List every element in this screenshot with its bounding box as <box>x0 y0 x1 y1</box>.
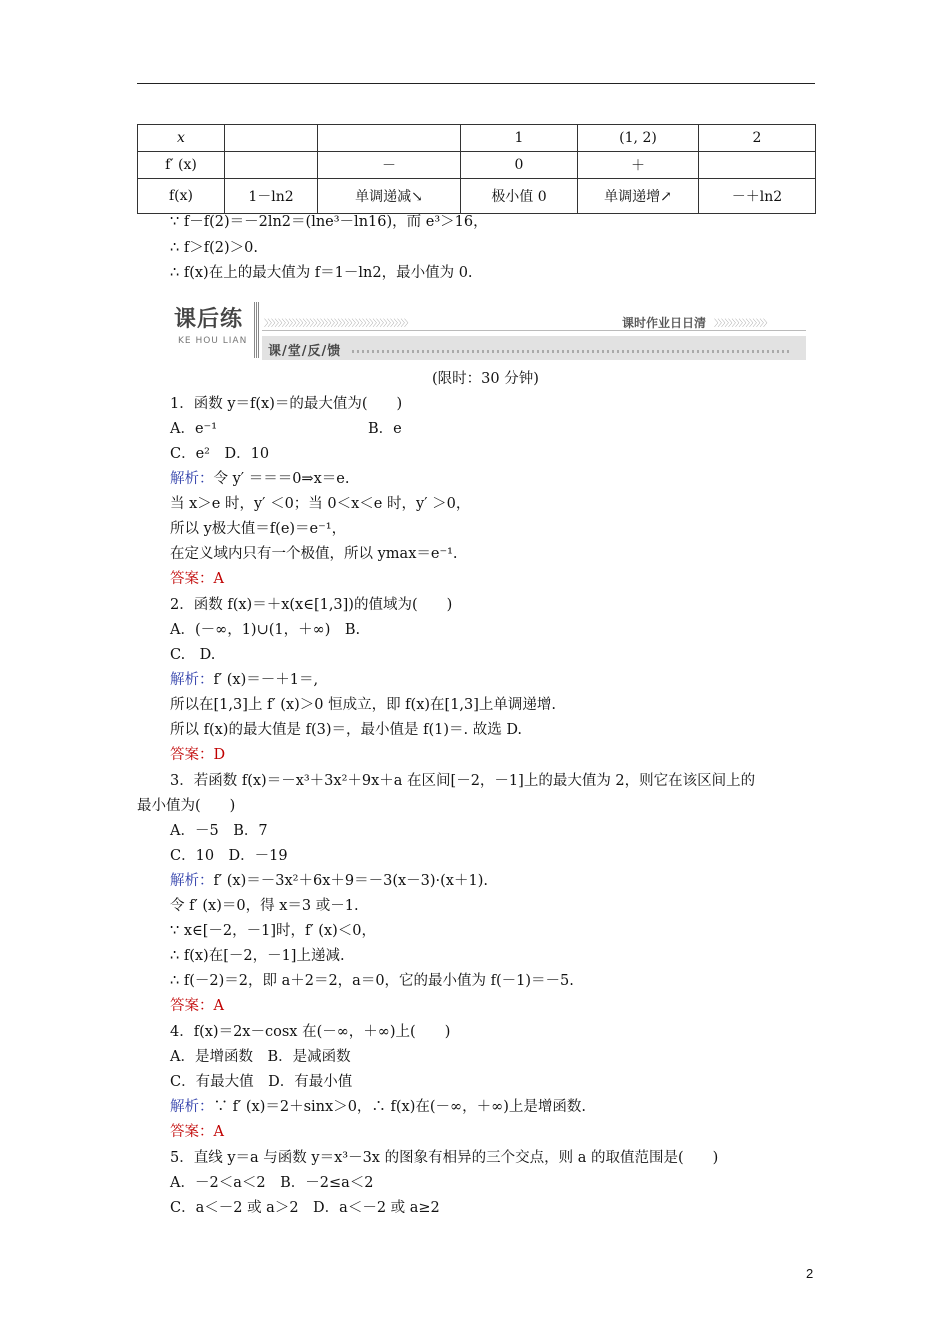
header-rule <box>137 83 815 84</box>
table-cell: 1 <box>461 125 578 152</box>
table-cell: 单调递减↘ <box>318 179 461 214</box>
analysis-text: ∵ f′ (x)＝2＋sinx＞0，∴ f(x)在(－∞，＋∞)上是增函数. <box>213 1099 586 1115</box>
analysis-line: ∴ f(x)在[－2，－1]上递减. <box>170 948 345 964</box>
table-cell: f(x) <box>138 179 225 214</box>
options-cd: C．有最大值 D．有最小值 <box>170 1074 353 1090</box>
solution-line: ∵ f－f(2)＝－2ln2＝(lne³－ln16)，而 e³＞16， <box>170 214 488 230</box>
chevron-decoration: 〉〉〉〉〉〉〉〉〉〉〉〉〉〉〉 <box>714 319 772 329</box>
table-row <box>138 152 816 179</box>
options-cd: C．e² D．10 <box>170 446 270 462</box>
analysis-text: f′ (x)＝－＋1＝, <box>213 672 319 688</box>
analysis-line <box>170 469 349 489</box>
answer-line: 答案：A <box>170 998 224 1014</box>
banner-divider <box>254 302 259 358</box>
table-cell: 0 <box>461 152 578 179</box>
question-stem: 1．函数 y＝f(x)＝的最大值为( ) <box>170 396 403 412</box>
analysis-line: 所以 f(x)的最大值是 f(3)＝，最小值是 f(1)＝. 故选 D. <box>170 722 523 738</box>
banner-tagline: 课时作业日日清 <box>622 316 707 330</box>
table-cell: f′ (x) <box>138 152 225 179</box>
time-limit: (限时：30 分钟) <box>432 371 539 387</box>
table-cell: 1－ln2 <box>225 179 318 214</box>
analysis-line <box>170 1097 586 1117</box>
table-cell <box>699 152 816 179</box>
question-stem-cont: 最小值为( ) <box>137 798 236 814</box>
page-number: 2 <box>806 1266 814 1281</box>
table-cell: x <box>138 125 225 152</box>
banner-subtitle: 课/堂/反/馈 <box>268 344 342 359</box>
table-cell: 2 <box>699 125 816 152</box>
question-stem: 4．f(x)＝2x－cosx 在(－∞，＋∞)上( ) <box>170 1024 451 1040</box>
table-cell: － <box>318 152 461 179</box>
table-cell: 单调递增↗ <box>578 179 699 214</box>
analysis-line: ∵ x∈[－2，－1]时，f′ (x)＜0， <box>170 923 376 939</box>
analysis-line: 在定义域内只有一个极值，所以 ymax＝e⁻¹. <box>170 546 458 562</box>
table-cell <box>225 152 318 179</box>
table-row <box>138 179 816 214</box>
banner-bottom-row <box>262 336 806 360</box>
analysis-text: 令 y′ ＝＝＝0⇒x＝e. <box>213 471 350 487</box>
answer-line: 答案：A <box>170 1124 224 1140</box>
question-stem: 5．直线 y＝a 与函数 y＝x³－3x 的图象有相异的三个交点，则 a 的取值范围是( ) <box>170 1150 719 1166</box>
analysis-line <box>170 670 318 690</box>
options-ab: A．是增函数 B．是减函数 <box>170 1049 351 1065</box>
option-a: A．e⁻¹ <box>170 421 218 437</box>
analysis-line: 所以在[1,3]上 f′ (x)＞0 恒成立，即 f(x)在[1,3]上单调递增. <box>170 697 557 713</box>
dotted-decoration <box>352 350 792 353</box>
solution-line: ∴ f(x)在上的最大值为 f＝1－ln2，最小值为 0. <box>170 265 473 281</box>
section-banner <box>170 300 806 362</box>
analysis-line: ∴ f(－2)＝2，即 a＋2＝2，a＝0，它的最小值为 f(－1)＝－5. <box>170 973 574 989</box>
solution-line: ∴ f＞f(2)＞0. <box>170 240 258 256</box>
analysis-label: 解析： <box>170 471 214 487</box>
analysis-line: 令 f′ (x)＝0，得 x＝3 或－1. <box>170 898 359 914</box>
variation-table <box>137 124 816 214</box>
options-cd: C．a＜－2 或 a＞2 D．a＜－2 或 a≥2 <box>170 1200 440 1216</box>
table-cell: 极小值 0 <box>461 179 578 214</box>
answer-line: 答案：D <box>170 747 226 763</box>
banner-top-row <box>262 314 806 331</box>
section-title: 课后练 <box>174 307 244 332</box>
option-b: B．e <box>368 421 402 437</box>
table-cell <box>318 125 461 152</box>
analysis-line: 当 x＞e 时，y′ ＜0；当 0＜x＜e 时，y′ ＞0， <box>170 496 471 512</box>
options-ab: A．－2＜a＜2 B．－2≤a＜2 <box>170 1175 374 1191</box>
question-stem: 3．若函数 f(x)＝－x³＋3x²＋9x＋a 在区间[－2，－1]上的最大值为 2，则它在该区间上的 <box>170 773 756 789</box>
analysis-line: 所以 y极大值＝f(e)＝e⁻¹， <box>170 521 347 537</box>
answer-line: 答案：A <box>170 571 224 587</box>
analysis-text: f′ (x)＝－3x²＋6x＋9＝－3(x－3)·(x＋1). <box>213 873 488 889</box>
options-cd: C. D. <box>170 647 216 663</box>
table-cell: －＋ln2 <box>699 179 816 214</box>
analysis-label: 解析： <box>170 1099 214 1115</box>
options-ab: A．－5 B．7 <box>170 823 268 839</box>
table-cell: (1, 2) <box>578 125 699 152</box>
analysis-label: 解析： <box>170 873 214 889</box>
analysis-label: 解析： <box>170 672 214 688</box>
question-stem: 2．函数 f(x)＝＋x(x∈[1,3])的值域为( ) <box>170 597 453 613</box>
section-pinyin: KE HOU LIAN <box>178 336 248 346</box>
options-ab: A．(－∞，1)∪(1，＋∞) B. <box>170 622 361 638</box>
table-cell <box>225 125 318 152</box>
options-cd: C．10 D．－19 <box>170 848 288 864</box>
analysis-line <box>170 871 488 891</box>
chevron-decoration: 〉〉〉〉〉〉〉〉〉〉〉〉〉〉〉〉〉〉〉〉〉〉〉〉〉〉〉〉〉〉〉〉〉〉〉〉〉〉〉〉〉 <box>264 319 413 329</box>
table-row <box>138 125 816 152</box>
table-cell: ＋ <box>578 152 699 179</box>
